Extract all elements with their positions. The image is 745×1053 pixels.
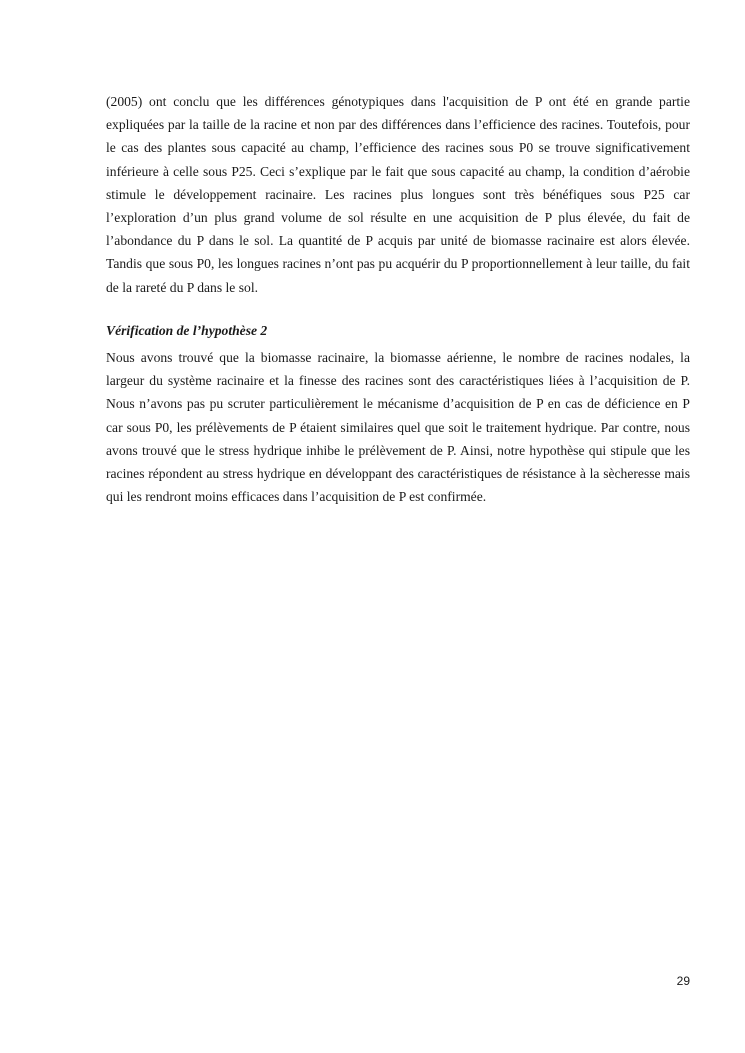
page-body [106,90,690,508]
section-heading: Vérification de l’hypothèse 2 [106,322,268,338]
page-number: 29 [676,974,690,988]
paragraph-2: Nous avons trouvé que la biomasse racinaire, la biomasse aérienne, le nombre de racines nodales, la largeur du système racinaire et la finesse des racines sont des caractéristiques liées à l’acquisition de P. Nous n’avons pas pu scruter particulièrement le mécanisme d’acquisition de P en cas de déficience en P car sous P0, les prélèvements de P étaient similaires quel que soit le traitement hydrique. Par contre, nous avons trouvé que le stress hydrique inhibe le prélèvement de P. Ainsi, notre hypothèse qui stipule que les racines répondent au stress hydrique en développant des caractéristiques de résistance à la sècheresse mais qui les rendront moins efficaces dans l’acquisition de P est confirmée. [106,350,690,505]
paragraph-1: (2005) ont conclu que les différences génotypiques dans l'acquisition de P ont été en grande partie expliquées par la taille de la racine et non par des différences dans l’efficience des racines. Toutefois, pour le cas des plantes sous capacité au champ, l’efficience des racines sous P0 se trouve significativement inférieure à celle sous P25. Ceci s’explique par le fait que sous capacité au champ, la condition d’aérobie stimule le développement racinaire. Les racines plus longues sont très bénéfiques sous P25 car l’exploration d’un plus grand volume de sol résulte en une acquisition de P plus élevée, du fait de l’abondance du P dans le sol. La quantité de P acquis par unité de biomasse racinaire est alors élevée. Tandis que sous P0, les longues racines n’ont pas pu acquérir du P proportionnellement à leur taille, du fait de la rareté du P dans le sol. [106,94,690,295]
